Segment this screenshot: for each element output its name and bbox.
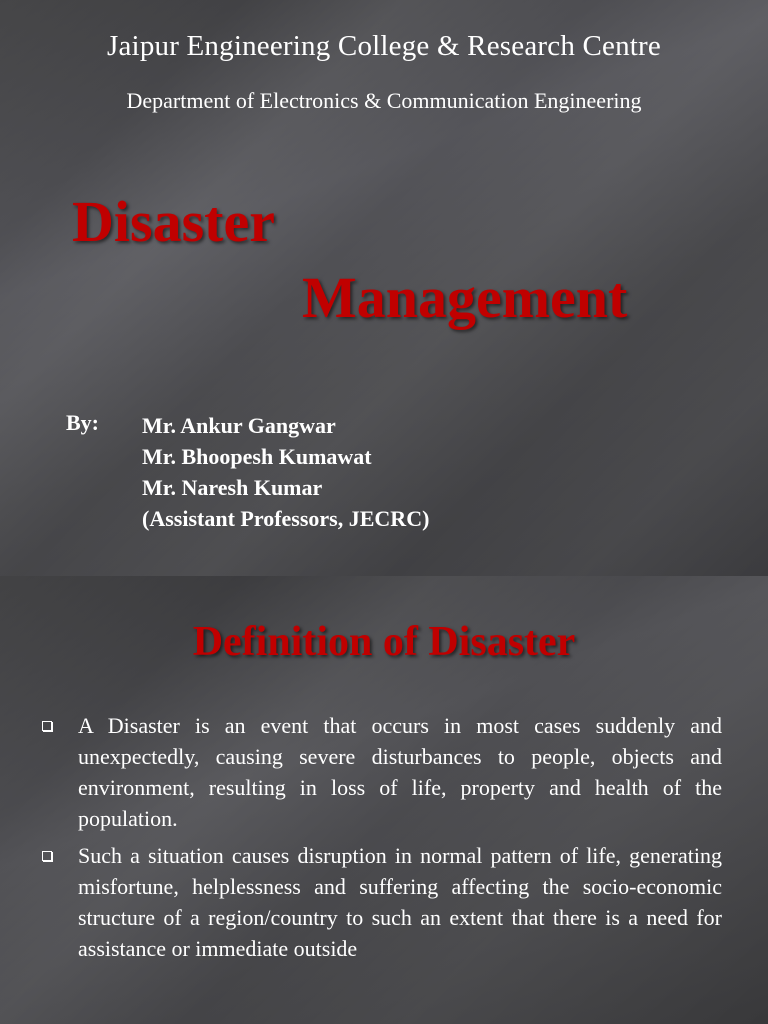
bullet-item bbox=[40, 710, 722, 834]
author-name: Mr. Bhoopesh Kumawat bbox=[142, 444, 372, 469]
department-name: Department of Electronics & Communication Engineering bbox=[126, 88, 642, 113]
hollow-square-bullet-icon bbox=[42, 721, 52, 731]
by-label: By: bbox=[66, 410, 99, 435]
bullet-item bbox=[40, 840, 722, 964]
bullet-text: Such a situation causes disruption in normal pattern of life, generating misfortune, helplessness and suffering affecting the socio-economic structure of a region/country to such an extent that there is a need for assistance or immediate outside bbox=[78, 843, 722, 961]
author-affiliation: (Assistant Professors, JECRC) bbox=[142, 506, 430, 531]
author-name: Mr. Naresh Kumar bbox=[142, 475, 323, 500]
institution-name: Jaipur Engineering College & Research Centre bbox=[107, 30, 661, 62]
bullet-list bbox=[40, 710, 722, 970]
bullet-text: A Disaster is an event that occurs in most cases suddenly and unexpectedly, causing severe disturbances to people, objects and environment, resulting in loss of life, property and health of the population. bbox=[78, 713, 722, 831]
author-list bbox=[142, 410, 429, 534]
slide-title: Definition of Disaster bbox=[192, 619, 576, 665]
author-name: Mr. Ankur Gangwar bbox=[142, 413, 336, 438]
hollow-square-bullet-icon bbox=[42, 851, 52, 861]
title-line-2: Management bbox=[302, 265, 628, 330]
title-line-1: Disaster bbox=[72, 189, 275, 254]
definition-slide bbox=[0, 576, 768, 1024]
